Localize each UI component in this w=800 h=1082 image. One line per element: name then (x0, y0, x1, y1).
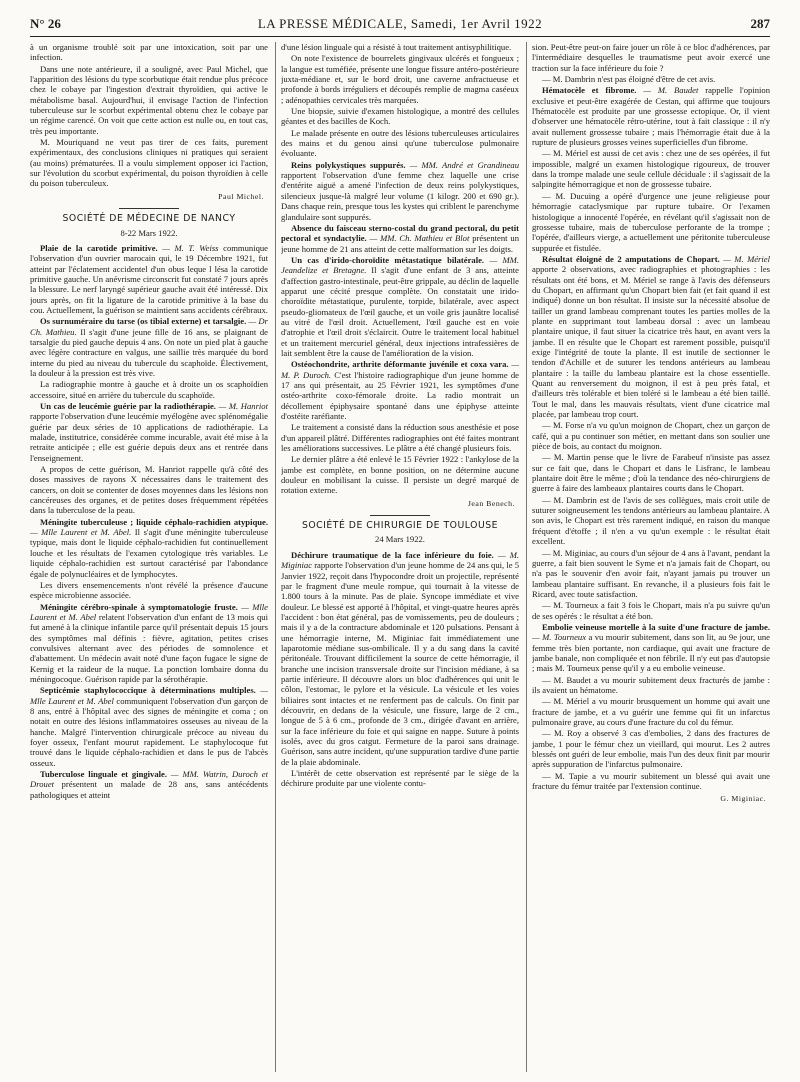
paragraph: Le traitement a consisté dans la réduction sous anesthésie et pose d'un appareil plâtré. Différentes radiographies ont été faites montrant les améliorations successives. Le plâtre a été changé plusieurs fois. (281, 422, 519, 454)
article-columns (30, 42, 770, 1072)
report-text: présentent un jeune homme de 21 ans atteint de cette malformation sur les doigts. (281, 233, 519, 254)
report-paragraph (281, 223, 519, 254)
paragraph: — M. Dambrin n'est pas éloigné d'être de cet avis. (542, 74, 716, 85)
report-paragraph (281, 550, 519, 767)
paragraph: — M. Tapie a vu mourir subitement un blessé qui avait une fracture du fémur traitée par l'extension continue. (532, 770, 770, 792)
report-text: apporte 2 observations, avec radiographies et photographies : les résultats ont été bons, et M. Mériel se range à l'avis des défenseurs du Chopart, en affirmant qu'un Chopart bien fait (et fait quand il est indiqué) donne un bon résultat. Il insiste sur la nécessité absolue de tailler un grand lambeau comprenant toutes les parties molles de la plante en supprimant tout lambeau dorsal : avec un lambeau plantaire unique, il faut situer la cicatrice très haut, en avant vers la jambe. Il en résulte que le Chopart est rarement possible, puisqu'il exige l'intégrité de toute la plante. Il est inutile de sectionner le tendon d'Achille et de suturer les tendons antérieurs au lambeau plantaire : la taille du lambeau plantaire est la chose essentielle. Quant au renversement du moignon, il est à peu près fatal, et d'ailleurs très tolérable et bien toléré si le lambeau a été bien taillé. Tout le mal, dans les mauvais résultats, vient d'une cicatrice mal placée, par lambeau trop court. (532, 264, 770, 420)
paragraph: — M. Mériel est aussi de cet avis : chez une de ses opérées, il fut impossible, malgré un examen histologique rigoureux, de trouver dans la trompe malade une seule cellule déciduale : il s'agissait de la salpingite hémorragique et non de grossesse tubaire. (532, 148, 770, 190)
paragraph: On note l'existence de bourrelets gingivaux ulcérés et fongueux ; la langue est tuméfiée, présente une longue fissure antéro-postérieure juxta-médiane et, sur le bord droit, une caverne anfractueuse et profonde à bords irréguliers et découpés remplie de magma caséeux ; adénopathies cervicales très marquées. (281, 53, 519, 105)
report-author: — M. T. Weiss (162, 242, 219, 253)
report-text: rapporte l'observation d'une leucémie myélogène avec splénomégalie guérie par deux séries de 10 applications de radiothérapie. La malade, institutrice, considérée comme incurable, avait été mise à la retraite anticipée ; elle est guérie depuis deux ans et rentrée dans l'enseignement. (30, 411, 268, 463)
section-date: 8-22 Mars 1922. (120, 227, 178, 238)
journal-title: LA PRESSE MÉDICALE, Samedi, 1er Avril 1922 (257, 16, 543, 31)
report-paragraph (30, 243, 268, 315)
report-heading: Reins polykystiques suppurés. (291, 159, 406, 170)
report-author: — Dr Ch. Mathieu. (30, 316, 268, 337)
paragraph: — M. Forse n'a vu qu'un moignon de Chopart, chez un garçon de café, qui a pu continuer son métier, en mettant dans son soulier une pièce de bois, au contact du moignon. (532, 420, 770, 452)
report-heading: Ostéochondrite, arthrite déformante juvénile et coxa vara. (291, 359, 509, 370)
report-text: rapporte l'observation d'un jeune homme de 24 ans qui, le 5 Janvier 1922, reçoit dans l'hypocondre droit un projectile, représenté par le fragment d'une meule rompue, qui tournait à la vitesse de 1.800 tours à la minute. Pas de plaie. Syncope immédiate et vive douleur. Le blessé est apporté à l'hôpital, et vingt-quatre heures après l'accident : bon état général, pas de vomissements, peu de douleurs ; mais il y a de la contracture abdominale et 120 pulsations. Pensant à une hémorragie interne, M. Miginiac fait immédiatement une laparotomie médiane sus-ombilicale. Il y a du sang dans la cavité péritonéale. Trouvant difficilement la source de cette hémorragie, il branche une incision transversale droite sur l'incision médiane, à sa partie inférieure. Il découvre alors un bloc d'adhérences qui unit le côlon, l'estomac, le pylore et la vésicule. La vésicule et les voies biliaires sont intactes et ne renferment pas de calculs. On finit par découvrir, en dedans de la vésicule, une fissure, large de 2 cm., longue de 5 à 6 cm., profonde de 3 cm., dirigée d'avant en arrière, sur la face inférieure du foie et qui saigne en nappe. Suture à points isolés, avec du gros catgut. Fermeture de la paroi sans drainage. Guérison, sans autre incident, qu'une suppuration tardive d'une partie de la plaie abdominale. (281, 560, 519, 767)
signature: G. Miginiac. (720, 794, 766, 804)
report-paragraph (30, 517, 268, 579)
report-heading: Un cas d'irido-choroïdite métastatique bilatérale. (291, 254, 485, 265)
report-text: communique l'observation d'un ouvrier marocain qui, le 19 Décembre 1921, fut atteint par l'éclatement accidentel d'un obus leque l lésa la carotide primitive gauche. Un anévrisme circonscrit fut constaté 7 jours après la blessure. Le nerf laryngé supérieur gauche avait été intéressé. Dix jours après, on fit la ligature de la carotide primitive à la base du cou. Actuellement, la guérison se maintient sans accidents cérébraux. (30, 242, 268, 315)
issue-number: N° 26 (30, 16, 61, 31)
paragraph: L'intérêt de cette observation est représenté par le siège de la déchirure produite par une violente contu- (281, 768, 519, 789)
report-text: rappelle l'opinion exclusive et peut-être exagérée de Cestan, qui affirme que toujours l'hématocèle est produite par une grossesse ectopique. Or, il vient d'observer une hématocèle rétro-utérine, tout à fait classique : il n'y avait nullement grossesse tubaire ; mais l'hémorragie était due à la rupture de plusieurs grosses veines superficielles d'un fibrome. (532, 85, 770, 148)
paragraph: — M. Baudet a vu mourir subitement deux fracturés de jambe : ils avaient un hématome. (532, 674, 770, 695)
report-paragraph (281, 359, 519, 421)
report-text: relatent l'observation d'un enfant de 13 mois qui fut amené à la clinique infantile parce qu'il présentait depuis 15 jours des symptômes mal définis : fièvre, agitation, petites crises convulsives alternant avec des périodes de somnolence et d'abattement. Un médecin avait noté d'une façon fugace le signe de Kernig et la raideur de la nuque. La ponction lombaire donna du méningocoque. Guérison rapide par la sérothérapie. (30, 611, 268, 684)
report-author: — MM. Ch. Mathieu et Blot (369, 233, 470, 244)
report-text: communiquent l'observation d'un garçon de 8 ans, entré à l'hôpital avec des signes de méningite et coma ; on notait en outre des lésions inflammatoires osseuses au niveau de la hanche. Malgré l'intervention chirurgicale précoce au niveau du foyer osseux, l'enfant mourut rapidement. Le staphylocoque fut trouvé dans le liquide céphalo-rachidien et dans le pus de l'abcès osseux. (30, 695, 268, 768)
page-header (30, 16, 770, 34)
report-heading: Absence du faisceau sterno-costal du grand pectoral, du petit pectoral et syndactylie. (281, 222, 519, 244)
report-heading: Déchirure traumatique de la face inférieure du foie. (291, 549, 494, 560)
page-number: 287 (750, 16, 770, 31)
report-author: — M. Baudet (643, 85, 699, 96)
report-author: — M. Miginiac (281, 549, 519, 571)
report-author: — Mlle Laurent et M. Abel. (30, 527, 132, 538)
section-rule (370, 515, 430, 516)
report-paragraph (30, 685, 268, 768)
report-heading: Résultat éloigné de 2 amputations de Chopart. (542, 253, 720, 264)
section-title: SOCIÉTÉ DE MÉDECINE DE NANCY (62, 213, 236, 225)
report-paragraph (30, 769, 268, 800)
report-author: — MM. Watrin, Duroch et Drouet (30, 769, 268, 790)
report-heading: Tuberculose linguale et gingivale. (40, 769, 168, 780)
report-paragraph (532, 85, 770, 147)
report-author: — Mlle Laurent et M. Abel (30, 685, 268, 706)
paragraph: — M. Ducuing a opéré d'urgence une jeune religieuse pour hémorragie cataclysmique par rupture tubaire. Or l'examen histologique a innocenté l'opérée, en révélant qu'il s'agissait non de grossesse tubaire, mais de tuberculose perforante de la trompe ; l'opérée, d'ailleurs vierge, a actuellement une péritonite tuberculeuse suppurée et fistulée. (532, 190, 770, 253)
paragraph: à un organisme troublé soit par une intoxication, soit par une infection. (30, 42, 268, 63)
report-paragraph (30, 602, 268, 685)
report-heading: Méningite cérébro-spinale à symptomatologie fruste. (40, 601, 238, 612)
section-rule (119, 208, 179, 209)
report-heading: Plaie de la carotide primitive. (40, 242, 158, 253)
report-text: C'est l'histoire radiographique d'un jeune homme de 17 ans qui présentait, au 25 Février 1921, les symptômes d'une ostéo-arthrite coxo-fémorale droite. La radio montrait un décollement épiphysaire spontané dans une épiphyse atteinte d'ostéite raréfiante. (281, 369, 519, 422)
report-author: — M. P. Duroch. (281, 359, 519, 380)
paragraph: Dans une note antérieure, il a souligné, avec Paul Michel, que l'apparition des lésions du type scorbutique était rendue plus précoce chez le cobaye par l'ingestion d'extrait thyroïdien, qui active le métabolisme basal. Aujourd'hui, il envisage l'action de l'infection tuberculeuse sur le scorbut expérimental obtenu chez le cobaye par un régime carencé. On voit que cette action est nulle ou, en tout cas, très peu importante. (30, 63, 268, 136)
section-date: 24 Mars 1922. (375, 534, 425, 545)
column-3 (532, 42, 770, 1072)
report-author: — Mlle Laurent et M. Abel (30, 601, 268, 622)
paragraph: M. Mouriquand ne veut pas tirer de ces faits, purement expérimentaux, des conclusions cliniques ni pratiques qui seraient (au moins) prématurées. Il a voulu simplement opposer ici l'action, sur l'évolution du scorbut expérimental, du poison thyroïdien à celle du poison tuberculeux. (30, 137, 268, 189)
report-paragraph (532, 622, 770, 674)
paragraph: A propos de cette guérison, M. Hanriot rappelle qu'à côté des doses massives de rayons X nécessaires dans le traitement des cancers, on doit se contenter de doses moyennes dans les lésions non cancéreuses des organes, et de petites doses fréquemment répétées dans la tuberculose de la peau. (30, 464, 268, 516)
report-text: a vu mourir subitement, dans son lit, au 9e jour, une femme très bien portante, non cardiaque, qui avait une fracture de jambe banale, non compliquée et non fébrile. Il n'y eut pas d'autopsie ; mais M. Tourneux pense qu'il y a eu embolie veineuse. (532, 632, 770, 674)
column-1 (30, 42, 268, 1072)
paragraph: Une biopsie, suivie d'examen histologique, a montré des cellules géantes et des bacilles de Koch. (281, 106, 519, 127)
report-text: Il s'agit d'une méningite tuberculeuse typique, mais dont le liquide céphalo-rachidien fut continuellement louche et les résultats de l'examen cytologique très variables. Le liquide céphalo-rachidien est surtout caractérisé par l'abondance égale de polynucléaires et de lymphocytes. (30, 527, 268, 579)
section-title: SOCIÉTÉ DE CHIRURGIE DE TOULOUSE (301, 520, 499, 532)
report-paragraph (532, 254, 770, 420)
report-heading: Septicémie staphylococcique à déterminations multiples. (40, 685, 256, 696)
report-heading: Un cas de leucémie guérie par la radiothérapie. (40, 401, 216, 411)
signature: Jean Benech. (467, 498, 515, 508)
report-paragraph (281, 160, 519, 222)
report-text: Il s'agit d'une jeune fille de 16 ans, se plaignant de tarsalgie du pied gauche depuis 4 ans. On note un pied plat à gauche avec légère contracture en valgus, une saillie très marquée du bord interne du pied au niveau du tubercule du scaphoïde. Électivement, la douleur à la pression est très vive. (30, 326, 268, 378)
report-text: Il s'agit d'une enfant de 3 ans, atteinte d'affection gastro-intestinale, peut-être grippale, au déclin de laquelle apparut une cécité presque complète. On constatait une irido-choroïdite métastatique, purulente, torpide, bilatérale, avec aspect pseudo-gliomateux de l'œil gauche, et un voile gris jaunâtre localisé au vitré de l'œil droit. Actuellement, l'œil gauche est en voie d'atrophie et l'œil droit s'éclaircit. Outre le traitement local habituel et un traitement mercuriel général, deux injections intrafessières de lait semblent être la cause de l'amélioration de la vision. (281, 265, 519, 358)
report-paragraph (30, 401, 268, 463)
report-author: — MM. André et Grandineau (409, 159, 519, 170)
header-rule (30, 36, 770, 37)
report-text: rapportent l'observation d'une femme chez laquelle une crise d'entérite aiguë a amené l'infection de deux reins polykystiques, silencieux jusque-là malgré leur volume (1 kilogr. 200 et 690 gr.). Dans chaque rein, presque tous les kystes qui criblent le parenchyme glandulaire sont suppurés. (281, 170, 519, 222)
paragraph: — M. Mériel a vu mourir brusquement un homme qui avait une fracture de jambe, et a vu guérir une femme qui fit un infarctus pulmonaire grave, au cours d'une fracture du col du fémur. (532, 696, 770, 727)
report-heading: Hématocèle et fibrome. (542, 85, 637, 96)
paragraph: La radiographie montre à gauche et à droite un os scaphoïdien accessoire, situé en arrière du tubercule du scaphoïde. (30, 379, 268, 400)
paragraph: — M. Dambrin est de l'avis de ses collègues, mais croit utile de suturer soigneusement les tendons antérieurs au lambeau plantaire. A son avis, le Chopart est très rarement indiqué, en raison du manque fréquent d'étoffe ; il n'en a vu qu'un exemple : le résultat était excellent. (532, 494, 770, 547)
column-2 (281, 42, 519, 1072)
paragraph: — M. Martin pense que le livre de Farabeuf n'insiste pas assez sur ce fait que, dans le Chopart et dans le Lisfranc, le lambeau plantaire doit être le même ; d'où la tendance des néo-chirurgiens de guerre à faire des lambeaux plantaires courts dans le Chopart. (532, 452, 770, 494)
report-heading: Embolie veineuse mortelle à la suite d'une fracture de jambe. (542, 621, 770, 632)
signature: Paul Michel. (218, 191, 264, 201)
report-author: — M. Mériel (723, 253, 770, 264)
report-author: — MM. Jeandelize et Bretagne. (281, 254, 519, 276)
report-heading: Méningite tuberculeuse ; liquide céphalo-rachidien atypique. (40, 516, 268, 527)
paragraph: Le dernier plâtre a été enlevé le 15 Février 1922 : l'ankylose de la jambe est complète, en bonne position, on ne détermine aucune douleur en mobilisant la cuisse. Il persiste un degré marqué de rotation externe. (281, 454, 519, 496)
paragraph: d'une lésion linguale qui a résisté à tout traitement antisyphilitique. (281, 42, 512, 52)
report-author: — M. Tourneux (532, 632, 587, 643)
paragraph: — M. Miginiac, au cours d'un séjour de 4 ans à l'avant, pendant la guerre, a fait bien souvent le Syme et n'a jamais fait de Chopart, ou n'a pas le souvenir d'en avoir fait, n'ayant jamais pu trouver un lambeau plantaire suffisant. En revanche, il a plusieurs fois fait le Ricard, avec toute satisfaction. (532, 547, 770, 599)
paragraph: sion. Peut-être peut-on faire jouer un rôle à ce bloc d'adhérences, par l'intermédiaire desquelles le traumatisme peut avoir exercé une traction sur la face inférieure du foie ? (532, 42, 770, 73)
report-paragraph (281, 255, 519, 358)
paragraph: Le malade présente en outre des lésions tuberculeuses articulaires des mains et du genou ainsi qu'une tuberculose pulmonaire évoluante. (281, 127, 519, 159)
report-author: — M. Hanriot (218, 401, 268, 411)
report-heading: Os surnuméraire du tarse (os tibial externe) et tarsalgie. (40, 316, 247, 327)
paragraph: — M. Roy a observé 3 cas d'embolies, 2 dans des fractures de jambe, 1 pour le fémur chez un vieillard, qui mourut. Les 2 autres blessés ont guéri de leur embolie, mais l'un des deux finit par mourir après suppuration de l'infarctus pulmonaire. (532, 728, 770, 770)
paragraph: — M. Tourneux a fait 3 fois le Chopart, mais n'a pu suivre qu'un de ses opérés : le résultat a été bon. (532, 600, 770, 621)
report-paragraph (30, 316, 268, 378)
paragraph: Les divers ensemencements n'ont révélé la présence d'aucune espèce microbienne associée. (30, 579, 268, 601)
report-text: présentent un malade de 28 ans, sans antécédents pathologiques et atteint (30, 779, 268, 800)
